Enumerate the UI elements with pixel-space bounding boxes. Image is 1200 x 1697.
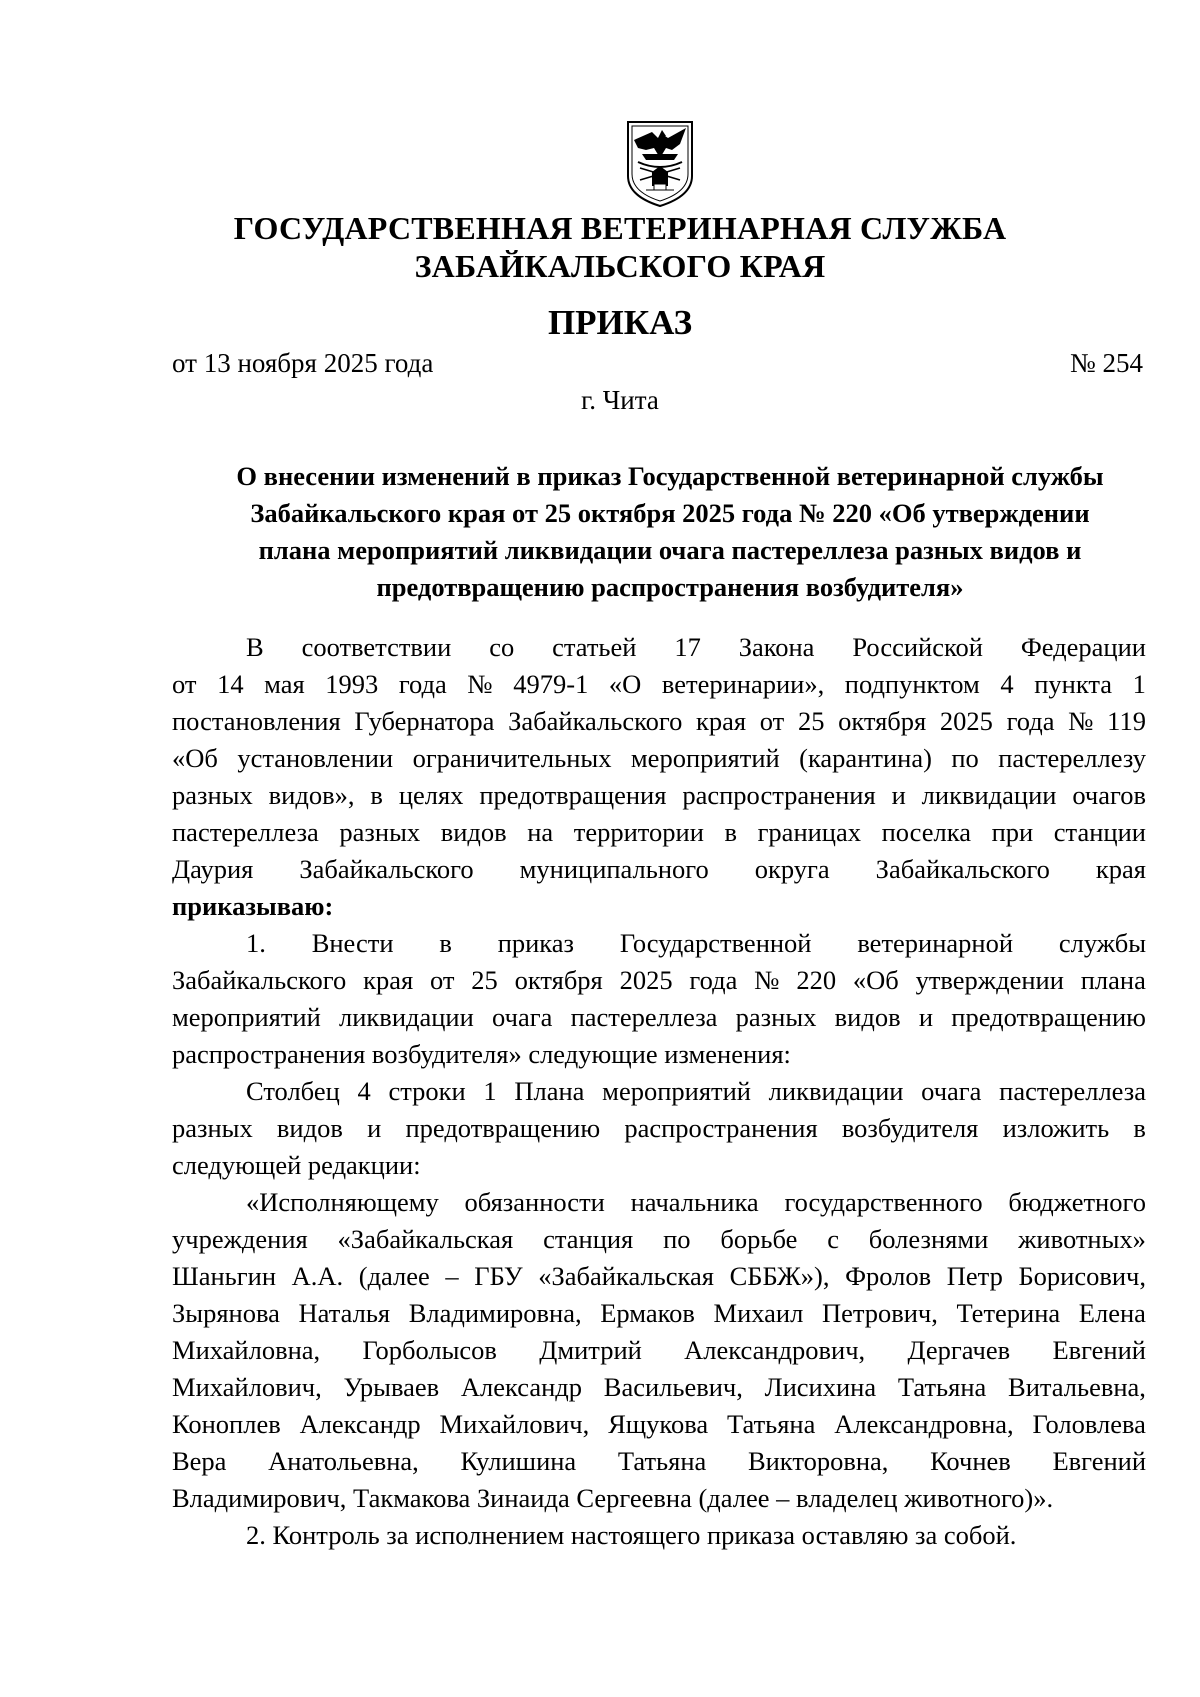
word: 25 (471, 965, 498, 995)
word: «Исполняющему (246, 1187, 439, 1217)
word: ликвидации (921, 780, 1057, 810)
word: и (367, 1113, 382, 1143)
word: очагов (1072, 780, 1146, 810)
document-subject (172, 458, 1168, 606)
word: установлении (237, 743, 394, 773)
word: в (439, 928, 452, 958)
word: с (827, 1224, 839, 1254)
word: Кулишина (460, 1446, 577, 1476)
word: Российской (852, 632, 983, 662)
word: ветеринарной (857, 928, 1014, 958)
word: Дергачев (907, 1335, 1011, 1365)
word: Наталья (298, 1298, 391, 1328)
word: ограничительных (412, 743, 612, 773)
word: Внести (311, 928, 394, 958)
word: Кочнев (930, 1446, 1011, 1476)
word: 1. (246, 928, 266, 958)
word: года (1006, 706, 1055, 736)
word: начальника (630, 1187, 759, 1217)
word: мероприятий (602, 1076, 751, 1106)
word: Дмитрий (539, 1335, 642, 1365)
word: пастереллезу (998, 743, 1146, 773)
word: в (370, 780, 383, 810)
word: очага (921, 1076, 982, 1106)
word: болезнями (868, 1224, 989, 1254)
word: – (445, 1261, 459, 1291)
word: Татьяна (617, 1446, 707, 1476)
word: службы (1058, 928, 1146, 958)
body-line (172, 999, 1146, 1036)
word: муниципального (519, 854, 709, 884)
body-line (172, 1184, 1146, 1221)
word: 119 (1107, 706, 1146, 736)
word: Борисович, (1018, 1261, 1146, 1291)
word: 1 (483, 1076, 497, 1106)
word: Урываев (343, 1372, 440, 1402)
word: поселка (881, 817, 971, 847)
word: Плана (514, 1076, 585, 1106)
word: разных (339, 817, 421, 847)
organization-name-line1: ГОСУДАРСТВЕННАЯ ВЕТЕРИНАРНАЯ СЛУЖБА (233, 210, 1007, 246)
word: Михайлович, (439, 1409, 590, 1439)
word: пастереллеза (570, 1002, 718, 1032)
word: от (172, 669, 197, 699)
word: 1993 (325, 669, 379, 699)
body-line (172, 1369, 1146, 1406)
word: на (527, 817, 554, 847)
body-line (172, 629, 1146, 666)
word: № (467, 669, 493, 699)
word: животных» (1018, 1224, 1146, 1254)
word: государственного (784, 1187, 983, 1217)
organization-name-line2: ЗАБАЙКАЛЬСКОГО КРАЯ (414, 248, 826, 284)
word: от (759, 706, 785, 736)
word: статьей (552, 632, 637, 662)
word: Евгений (1052, 1335, 1146, 1365)
body-line: следующей редакции: (172, 1150, 421, 1180)
document-city: г. Чита (581, 385, 659, 415)
subject-line: предотвращению распространения возбудителя» (376, 572, 964, 602)
word: «Забайкальская (337, 1224, 514, 1254)
word: разных (172, 1113, 253, 1143)
document-body (172, 629, 1146, 1554)
word: подпунктом (844, 669, 980, 699)
order-keyword: приказываю: (172, 891, 334, 921)
word: края (363, 965, 414, 995)
word: Александрович, (684, 1335, 866, 1365)
word: пункта (1034, 669, 1113, 699)
document-type: ПРИКАЗ (547, 303, 693, 342)
word: Александр (460, 1372, 583, 1402)
body-line (172, 962, 1146, 999)
word: 2025 (619, 965, 673, 995)
word: октября (514, 965, 603, 995)
word: Закона (738, 632, 815, 662)
word: Губернатора (354, 706, 495, 736)
word: учреждения (172, 1224, 308, 1254)
body-line (172, 666, 1146, 703)
body-line (172, 777, 1146, 814)
word: мероприятий (630, 743, 780, 773)
coat-of-arms-icon (622, 118, 698, 208)
word: Лисихина (764, 1372, 877, 1402)
word: распространения (682, 780, 876, 810)
word: разных (735, 1002, 817, 1032)
word: предотвращению (951, 1002, 1146, 1032)
word: предотвращения (479, 780, 667, 810)
word: Государственной (619, 928, 812, 958)
word: территории (573, 817, 704, 847)
word: Головлева (1032, 1409, 1146, 1439)
word: от (429, 965, 455, 995)
word: 14 (217, 669, 244, 699)
body-line (172, 703, 1146, 740)
word: Забайкальского (508, 706, 683, 736)
body-line (172, 1295, 1146, 1332)
body-line (172, 1443, 1146, 1480)
word: мероприятий (172, 1002, 321, 1032)
word: Забайкальского (299, 854, 474, 884)
word: возбудителя (841, 1113, 979, 1143)
body-line (172, 1221, 1146, 1258)
word: 1 (1132, 669, 1146, 699)
body-line (172, 814, 1146, 851)
word: (карантина) (799, 743, 932, 773)
body-line (172, 925, 1146, 962)
word: Забайкальского (172, 965, 347, 995)
word: № (1068, 706, 1094, 736)
word: «Об (852, 965, 899, 995)
word: Владимировна, (408, 1298, 582, 1328)
word: 25 (797, 706, 825, 736)
word: по (663, 1224, 691, 1254)
word: видов (276, 1113, 343, 1143)
word: станция (543, 1224, 634, 1254)
word: постановления (172, 706, 341, 736)
word: «Забайкальская (538, 1261, 714, 1291)
word: Забайкальского (875, 854, 1050, 884)
word: Татьяна (897, 1372, 987, 1402)
body-line (172, 1110, 1146, 1147)
word: пастереллеза (999, 1076, 1146, 1106)
word: ветеринарии», (661, 669, 825, 699)
word: в (724, 817, 737, 847)
word: утверждении (915, 965, 1064, 995)
word: Петрович, (821, 1298, 938, 1328)
word: Горболысов (362, 1335, 497, 1365)
document-date: от 13 ноября 2025 года (172, 348, 434, 378)
word: Елена (1078, 1298, 1146, 1328)
body-line (172, 851, 1146, 888)
word: Александровна, (834, 1409, 1014, 1439)
word: и (891, 780, 906, 810)
word: (далее (358, 1261, 430, 1291)
word: Тетерина (956, 1298, 1061, 1328)
word: Ящукова (608, 1409, 709, 1439)
word: распространения (624, 1113, 818, 1143)
word: станции (1053, 817, 1146, 847)
body-line (172, 1073, 1146, 1110)
body-line (172, 1332, 1146, 1369)
word: Михайлович, (172, 1372, 322, 1402)
word: приказ (497, 928, 575, 958)
word: Коноплев (172, 1409, 281, 1439)
word: 2025 (939, 706, 993, 736)
word: Петр (946, 1261, 1003, 1291)
word: по (951, 743, 979, 773)
word: Анатольевна, (268, 1446, 419, 1476)
word: ликвидации (339, 1002, 474, 1032)
word: Викторовна, (747, 1446, 889, 1476)
word: края (696, 706, 747, 736)
word: «О (608, 669, 642, 699)
word: года (398, 669, 447, 699)
word: соответствии (301, 632, 452, 662)
word: Ермаков (600, 1298, 695, 1328)
word: Михаил (713, 1298, 804, 1328)
word: А.А. (291, 1261, 344, 1291)
word: и (918, 1002, 934, 1032)
word: со (489, 632, 515, 662)
subject-line: плана мероприятий ликвидации очага пастереллеза разных видов и (258, 535, 1082, 565)
word: пастереллеза (172, 817, 319, 847)
word: Шаньгин (172, 1261, 276, 1291)
word: строки (388, 1076, 466, 1106)
body-line (172, 1258, 1146, 1295)
word: Витальевна, (1008, 1372, 1146, 1402)
word: изложить (1002, 1113, 1110, 1143)
word: года (689, 965, 738, 995)
word: Фролов (845, 1261, 932, 1291)
word: ликвидации (768, 1076, 904, 1106)
word: № (754, 965, 780, 995)
word: Вера (172, 1446, 227, 1476)
word: разных (172, 780, 253, 810)
word: Татьяна (726, 1409, 816, 1439)
word: Михайловна, (172, 1335, 321, 1365)
word: видов (440, 817, 507, 847)
word: 220 (796, 965, 837, 995)
subject-line: Забайкальского края от 25 октября 2025 года № 220 «Об утверждении (250, 498, 1090, 528)
word: видов (834, 1002, 901, 1032)
word: округа (754, 854, 830, 884)
word: предотвращению (405, 1113, 601, 1143)
word: Даурия (172, 854, 254, 884)
word: 4979-1 (513, 669, 589, 699)
word: ГБУ (474, 1261, 523, 1291)
word: плана (1080, 965, 1146, 995)
word: видов», (268, 780, 355, 810)
word: борьбе (720, 1224, 798, 1254)
word: Федерации (1020, 632, 1146, 662)
body-line (172, 1406, 1146, 1443)
body-line: 2. Контроль за исполнением настоящего приказа оставляю за собой. (246, 1520, 1017, 1550)
word: Александр (299, 1409, 421, 1439)
word: обязанности (464, 1187, 605, 1217)
word: «Об (172, 743, 218, 773)
word: целях (398, 780, 464, 810)
word: В (246, 632, 264, 662)
word: Евгений (1052, 1446, 1146, 1476)
word: Васильевич, (603, 1372, 743, 1402)
body-line (172, 740, 1146, 777)
document-number: № 254 (1069, 348, 1143, 378)
word: Столбец (246, 1076, 340, 1106)
word: мая (264, 669, 305, 699)
word: 17 (674, 632, 701, 662)
word: в (1133, 1113, 1146, 1143)
word: 4 (1000, 669, 1014, 699)
word: границах (757, 817, 862, 847)
body-line: распространения возбудителя» следующие изменения: (172, 1039, 791, 1069)
word: СББЖ»), (729, 1261, 830, 1291)
word: очага (492, 1002, 553, 1032)
body-line: Владимирович, Такмакова Зинаида Сергеевна (далее – владелец животного)». (172, 1483, 1054, 1513)
word: Зырянова (172, 1298, 280, 1328)
word: края (1095, 854, 1146, 884)
word: бюджетного (1008, 1187, 1146, 1217)
word: при (991, 817, 1034, 847)
word: октября (838, 706, 927, 736)
word: 4 (357, 1076, 371, 1106)
subject-line: О внесении изменений в приказ Государственной ветеринарной службы (236, 461, 1104, 491)
